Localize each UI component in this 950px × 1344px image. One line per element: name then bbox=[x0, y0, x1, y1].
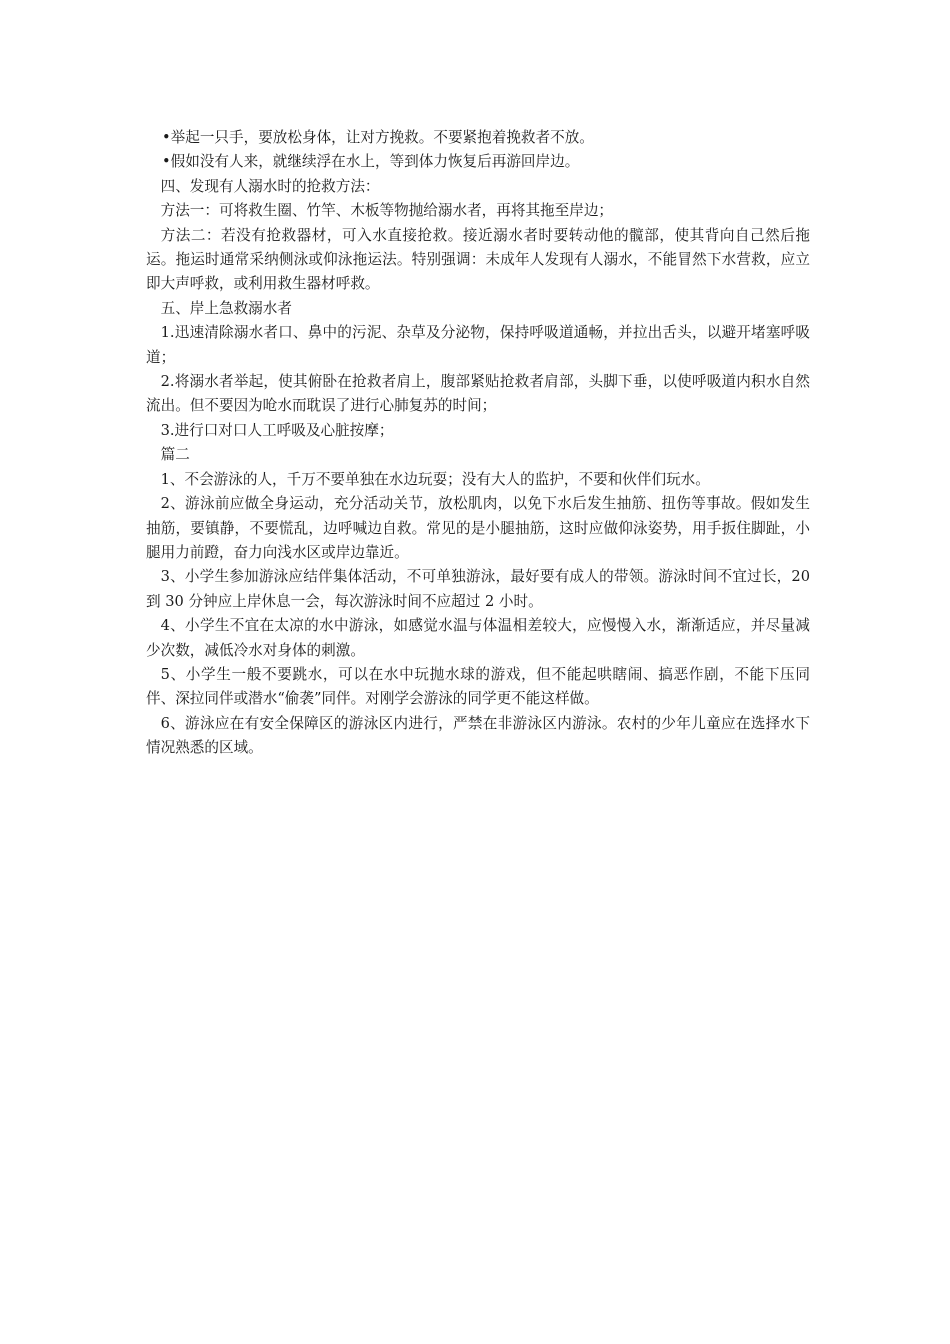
paragraph-rule-3: 3、小学生参加游泳应结伴集体活动，不可单独游泳，最好要有成人的带领。游泳时间不宜过长，20 到 30 分钟应上岸休息一会，每次游泳时间不应超过 2 小时。 bbox=[146, 568, 810, 610]
section-heading-part-two: 篇二 bbox=[160, 446, 190, 464]
section-heading-shore-first-aid: 五、岸上急救溺水者 bbox=[160, 299, 292, 317]
document-body bbox=[146, 126, 810, 761]
paragraph-rule-2: 2、游泳前应做全身运动，充分活动关节，放松肌肉，以免下水后发生抽筋、扭伤等事故。假如发生抽筋，要镇静，不要慌乱，边呼喊边自救。常见的是小腿抽筋，这时应做仰泳姿势，用手扳住脚趾，小腿用力前蹬，奋力向浅水区或岸边靠近。 bbox=[146, 495, 810, 561]
paragraph-bullet-float: •假如没有人来，就继续浮在水上，等到体力恢复后再游回岸边。 bbox=[162, 153, 580, 171]
paragraph-first-aid-2: 2.将溺水者举起，使其俯卧在抢救者肩上，腹部紧贴抢救者肩部，头脚下垂，以使呼吸道内积水自然流出。但不要因为呛水而耽误了进行心肺复苏的时间； bbox=[146, 373, 810, 415]
paragraph-rule-6: 6、游泳应在有安全保障区的游泳区内进行，严禁在非游泳区内游泳。农村的少年儿童应在选择水下情况熟悉的区域。 bbox=[146, 714, 810, 757]
paragraph-bullet-raise-hand: •举起一只手，要放松身体，让对方挽救。不要紧抱着挽救者不放。 bbox=[162, 129, 594, 146]
paragraph-rule-1: 1、不会游泳的人，千万不要单独在水边玩耍；没有大人的监护，不要和伙伴们玩水。 bbox=[160, 470, 710, 488]
paragraph-method-one: 方法一：可将救生圈、竹竿、木板等物抛给溺水者，再将其拖至岸边； bbox=[160, 202, 614, 220]
paragraph-rule-5: 5、小学生一般不要跳水，可以在水中玩抛水球的游戏，但不能起哄瞎闹、搞恶作剧，不能下压同伴、深拉同伴或潜水“偷袭”同伴。对刚学会游泳的同学更不能这样做。 bbox=[146, 665, 810, 708]
paragraph-first-aid-1: 1.迅速清除溺水者口、鼻中的污泥、杂草及分泌物，保持呼吸道通畅，并拉出舌头，以避开堵塞呼吸道； bbox=[146, 324, 810, 366]
paragraph-method-two: 方法二：若没有抢救器材，可入水直接抢救。接近溺水者时要转动他的髋部，使其背向自己然后拖运。拖运时通常采纳侧泳或仰泳拖运法。特别强调：未成年人发现有人溺水，不能冒然下水营救，应立即大声呼救，或利用救生器材呼救。 bbox=[146, 226, 810, 293]
paragraph-first-aid-3: 3.进行口对口人工呼吸及心脏按摩； bbox=[160, 421, 394, 439]
paragraph-rule-4: 4、小学生不宜在太凉的水中游泳，如感觉水温与体温相差较大，应慢慢入水，渐渐适应，并尽量减少次数，减低冷水对身体的刺激。 bbox=[146, 617, 810, 659]
section-heading-rescue-methods: 四、发现有人溺水时的抢救方法： bbox=[160, 177, 380, 195]
